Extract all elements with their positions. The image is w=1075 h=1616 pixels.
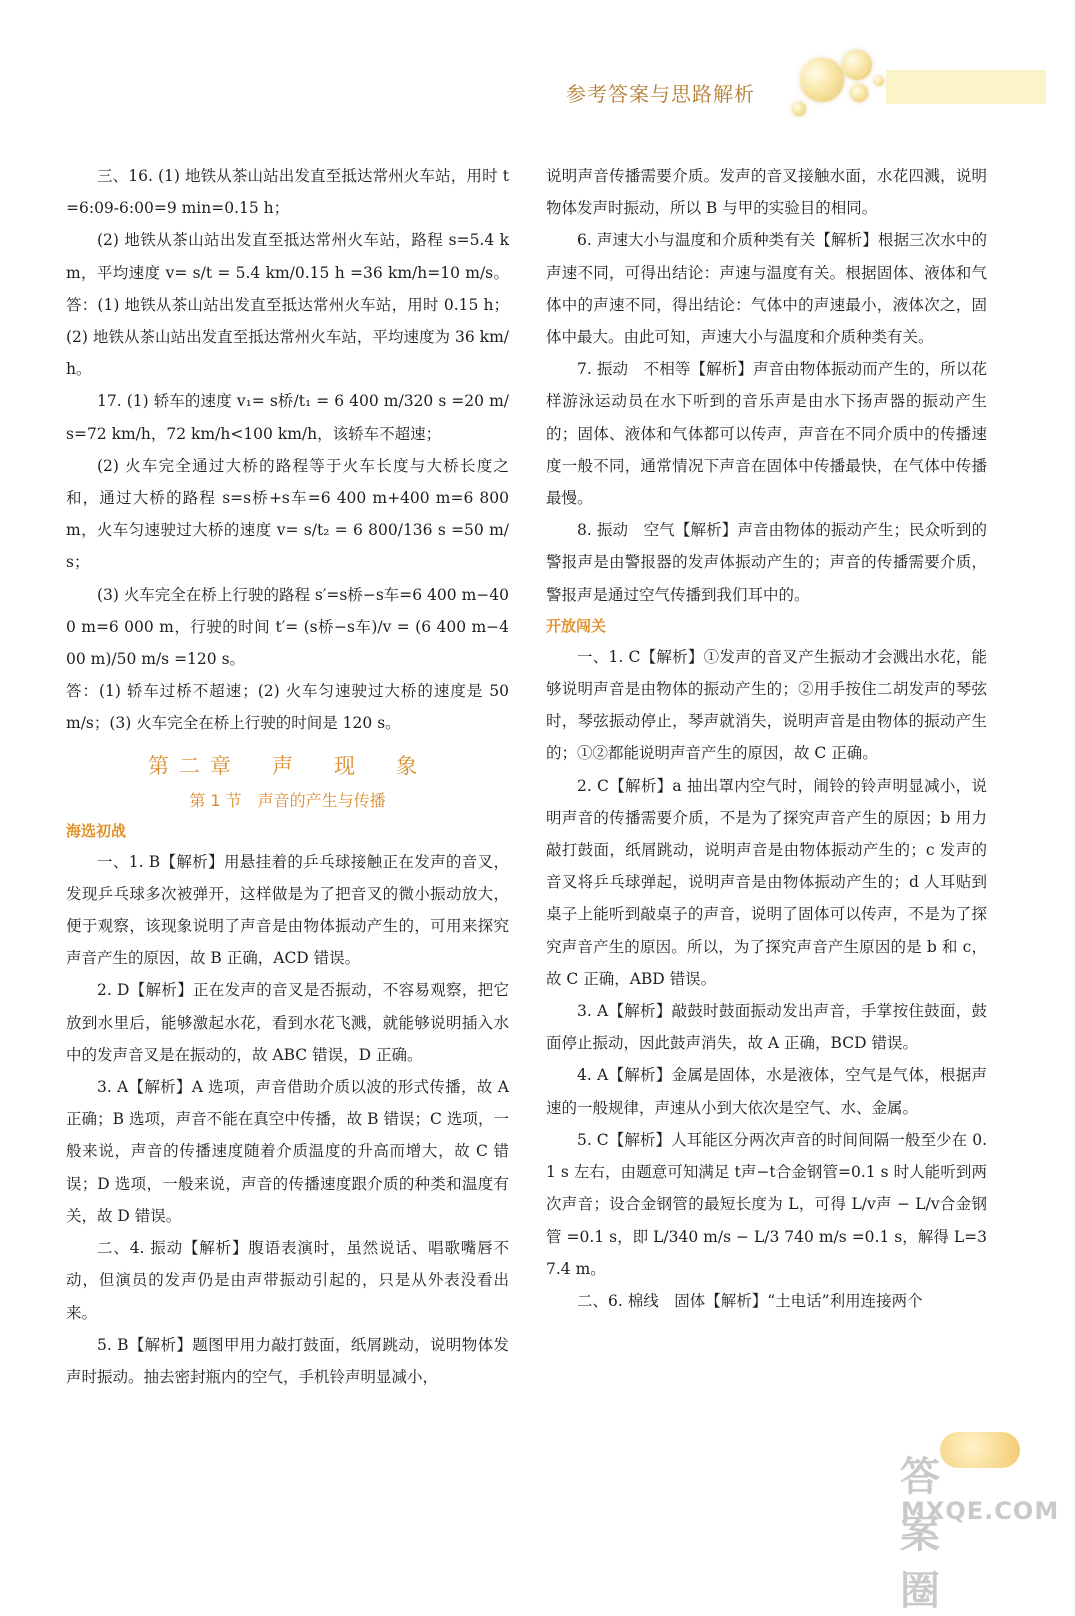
answer-16-part1: 三、16. (1) 地铁从茶山站出发直至抵达常州火车站，用时 t=6:09-6:00=9 min=0.15 h； <box>66 167 509 218</box>
answer-3: 3. A【解析】A 选项，声音借助介质以波的形式传播，故 A 正确；B 选项，声音不能在真空中传播，故 B 错误；C 选项，一般来说，声音的传播速度随着介质温度的升高而增大，故 C 错误；D 选项，一般来说，声音的传播速度跟介质的种类和温度有关，故 D 错误。 <box>66 1078 514 1225</box>
header-color-bar <box>886 70 1046 104</box>
watermark-glyph: 答案圈 <box>900 1454 942 1614</box>
answer-6: 6. 声速大小与温度和介质种类有关【解析】根据三次水中的声速不同，可得出结论：声速与温度有关。根据固体、液体和气体中的声速不同，得出结论：气体中的声速最小，液体次之，固体中最大。由此可知，声速大小与温度和介质种类有关。 <box>546 231 987 347</box>
open-answer-5: 5. C【解析】人耳能区分两次声音的时间间隔一般至少在 0.1 s 左右，由题意可知满足 t声−t合金钢管=0.1 s 时人能听到两次声音；设合金钢管的最短长度为 L，可得 L/v声 − L/v合金钢管 =0.1 s，即 L/340 m/s − L/3 740 m/s =0.1 s，解得 L=37.4 m。 <box>546 1130 987 1278</box>
answer-17-summary: 答：(1) 轿车过桥不超速；(2) 火车匀速驶过大桥的速度是 50 m/s；(3) 火车完全在桥上行驶的时间是 120 s。 <box>66 682 514 733</box>
page-header <box>0 0 1075 140</box>
answer-8: 8. 振动 空气【解析】声音由物体的振动产生；民众听到的警报声是由警报器的发声体振动产生的；声音的传播需要介质，警报声是通过空气传播到我们耳中的。 <box>546 521 987 604</box>
open-answer-4: 4. A【解析】金属是固体，水是液体，空气是气体，根据声速的一般规律，声速从小到大依次是空气、水、金属。 <box>546 1066 987 1117</box>
answer-5-cont: 说明声音传播需要介质。发声的音叉接触水面，水花四溅，说明物体发声时振动，所以 B 与甲的实验目的相同。 <box>546 167 987 218</box>
chapter-title: 第二章 声 现 象 <box>148 753 427 778</box>
open-answer-3: 3. A【解析】敲鼓时鼓面振动发出声音，手掌按住鼓面，鼓面停止振动，因此鼓声消失，故 A 正确，BCD 错误。 <box>546 1002 987 1053</box>
corner-decoration-icon <box>940 1432 1020 1468</box>
answer-17-part1: 17. (1) 轿车的速度 v₁= s桥/t₁ = 6 400 m/320 s =20 m/s=72 km/h，72 km/h<100 km/h，该轿车不超速； <box>66 392 509 443</box>
watermark-site: MXQE.COM <box>901 1497 1060 1525</box>
answer-17-part2: (2) 火车完全通过大桥的路程等于火车长度与大桥长度之和，通过大桥的路程 s=s桥+s车=6 400 m+400 m=6 800 m，火车匀速驶过大桥的速度 v= s/t₂ = 6 800/136 s =50 m/s； <box>66 456 514 572</box>
right-column <box>546 160 987 1317</box>
section-title: 第 1 节 声音的产生与传播 <box>189 790 386 810</box>
decorative-orbs-icon <box>790 46 900 126</box>
answer-17-part3: (3) 火车完全在桥上行驶的路程 s′=s桥−s车=6 400 m−400 m=6 000 m，行驶的时间 t′= (s桥−s车)/v = (6 400 m−400 m)/50 m/s =120 s。 <box>66 585 509 669</box>
open-answer-1: 一、1. C【解析】①发声的音叉产生振动才会溅出水花，能够说明声音是由物体的振动产生的；②用手按住二胡发声的琴弦时，琴弦振动停止，琴声就消失，说明声音是由物体的振动产生的；①②都能说明声音产生的原因，故 C 正确。 <box>546 647 987 763</box>
left-column <box>66 160 514 1393</box>
answer-7: 7. 振动 不相等【解析】声音由物体振动而产生的，所以花样游泳运动员在水下听到的音乐声是由水下扬声器的振动产生的；固体、液体和气体都可以传声，声音在不同介质中的传播速度一般不同，通常情况下声音在固体中传播最快，在气体中传播最慢。 <box>546 360 987 508</box>
answer-5-start: 5. B【解析】题图甲用力敲打鼓面，纸屑跳动，说明物体发声时振动。抽去密封瓶内的空气，手机铃声明显减小， <box>66 1335 509 1386</box>
section-tag-haixuan: 海选初战 <box>66 821 127 840</box>
open-answer-6-start: 二、6. 棉线 固体【解析】“土电话”利用连接两个 <box>577 1291 923 1310</box>
answer-4: 二、4. 振动【解析】腹语表演时，虽然说话、唱歌嘴唇不动，但演员的发声仍是由声带振动引起的，只是从外表没看出来。 <box>66 1239 509 1322</box>
section-tag-kaifang: 开放闯关 <box>546 616 607 635</box>
answer-1: 一、1. B【解析】用悬挂着的乒乓球接触正在发声的音叉，发现乒乓球多次被弹开，这样做是为了把音叉的微小振动放大，便于观察，该现象说明了声音是由物体振动产生的，可用来探究声音产生的原因，故 B 正确，ACD 错误。 <box>66 852 509 968</box>
header-title: 参考答案与思路解析 <box>566 82 755 106</box>
answer-16-part2: (2) 地铁从茶山站出发直至抵达常州火车站，路程 s=5.4 km，平均速度 v= s/t = 5.4 km/0.15 h =36 km/h=10 m/s。答：(1) 地铁从茶山站出发直至抵达常州火车站，用时 0.15 h；(2) 地铁从茶山站出发直至抵达常州火车站，平均速度为 36 km/h。 <box>66 231 509 379</box>
answer-2: 2. D【解析】正在发声的音叉是否振动，不容易观察，把它放到水里后，能够激起水花，看到水花飞溅，就能够说明插入水中的发声音叉是在振动的，故 ABC 错误，D 正确。 <box>66 981 509 1064</box>
open-answer-2: 2. C【解析】a 抽出罩内空气时，闹铃的铃声明显减小，说明声音的传播需要介质，不是为了探究声音产生的原因；b 用力敲打鼓面，纸屑跳动，说明声音是由物体振动产生的；c 发声的音叉将乒乓球弹起，说明声音是由物体振动产生的；d 人耳贴到桌子上能听到敲桌子的声音，说明了固体可以传声，不是为了探究声音产生的原因。所以，为了探究声音产生原因的是 b 和 c，故 C 正确，ABD 错误。 <box>546 776 987 988</box>
